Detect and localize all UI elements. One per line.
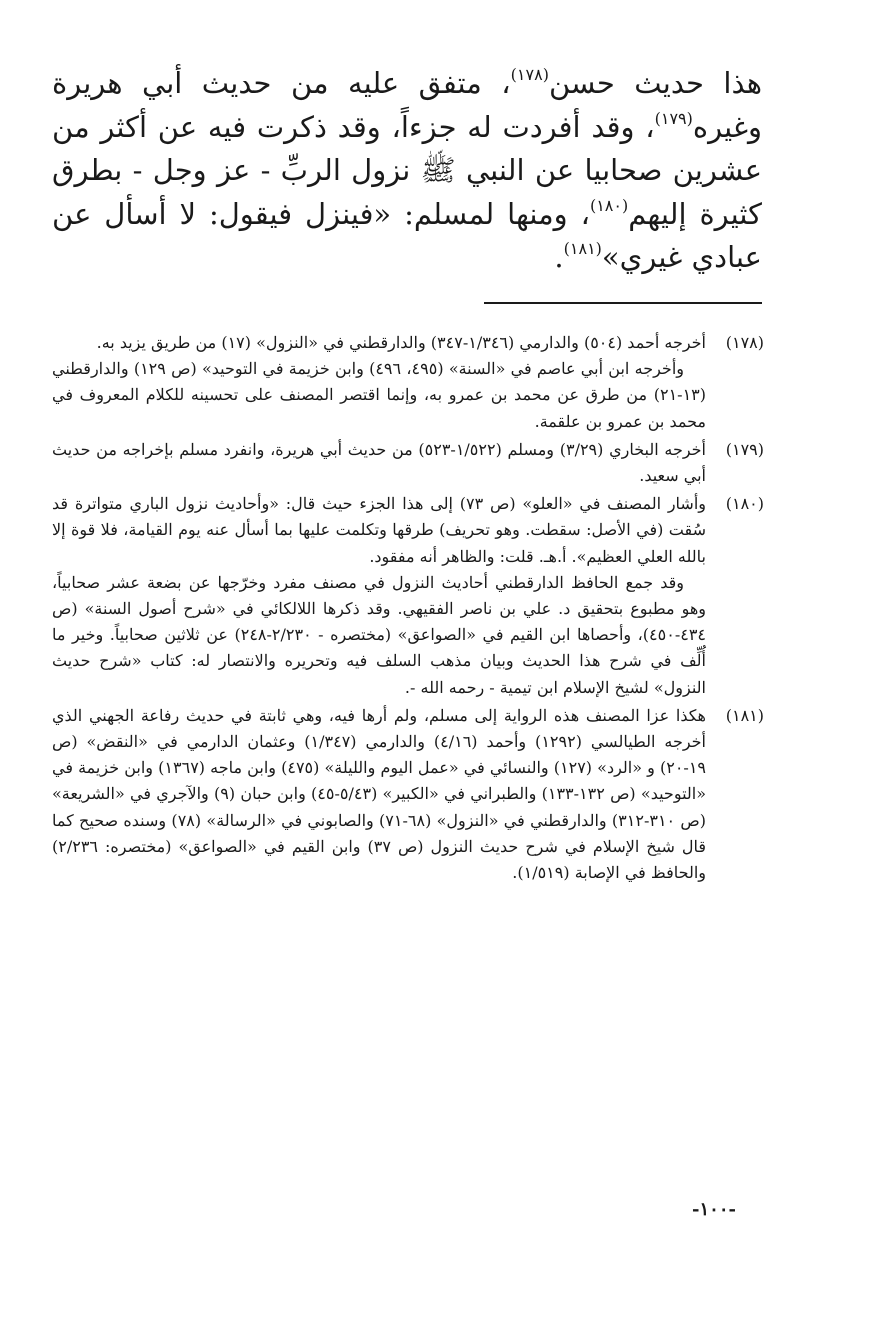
footnote-181 [52, 703, 764, 886]
footnote-ref[interactable]: (١٨١) [563, 239, 602, 258]
footnote-body [52, 437, 706, 489]
footnote-ref[interactable]: (١٧٨) [510, 65, 549, 84]
footnote-paragraph: هكذا عزا المصنف هذه الرواية إلى مسلم، ولم أرها فيه، وهي ثابتة في حديث رفاعة الجهني الذي أخرجه الطيالسي (١٢٩٢) وأحمد (٤/١٦) والدارمي (١/٣٤٧) وعثمان الدارمي في «النقض» (ص ١٩-٢٠) و «الرد» (١٢٧) والنسائي في «عمل اليوم والليلة» (٤٧٥) وابن ماجه (١٣٦٧) وابن خزيمة في «التوحيد» (ص ١٣٢-١٣٣) والطبراني في «الكبير» (٥/٤٣-٤٥) وابن حبان (٩) والآجري في «الشريعة» (ص ٣١٠-٣١٢) والدارقطني في «النزول» (٦٨-٧١) والصابوني في «الرسالة» (٧٨) وسنده صحيح كما قال شيخ الإسلام في شرح حديث النزول (ص ٣٧) وابن القيم في «الصواعق» (مختصره: ٢/٢٣٦) والحافظ في الإصابة (١/٥١٩). [52, 705, 707, 883]
footnote-number: (١٧٩) [725, 439, 764, 459]
footnotes-section [52, 330, 764, 888]
page-number: -١٠٠- [692, 1199, 736, 1220]
main-paragraph [52, 62, 762, 280]
footnote-number: (١٨٠) [725, 494, 764, 514]
footnote-ref[interactable]: (١٨٠) [589, 195, 629, 215]
footnote-ref[interactable]: (١٧٩) [654, 108, 693, 128]
footnote-179 [52, 437, 764, 489]
main-text-run: ، وقد أفردت له جزءاً، وقد ذكرت فيه عن أكثر من عشرين صحابيا عن النبي ﷺ نزول الربِّ - عز وجل - بطرق كثيرة إليهم [52, 109, 762, 231]
footnote-paragraph: أخرجه البخاري (٣/٢٩) ومسلم (١/٥٢٢-٥٢٣) من حديث أبي هريرة، وانفرد مسلم بإخراجه من حديث أبي سعيد. [52, 439, 707, 486]
footnote-paragraph: أخرجه أحمد (٥٠٤) والدارمي (١/٣٤٦-٣٤٧) والدارقطني في «النزول» (١٧) من طريق يزيد به. [96, 333, 706, 352]
main-text-run: ، متفق عليه من حديث أبي هريرة وغيره [52, 66, 762, 144]
footnote-separator [484, 302, 762, 304]
main-text-run: هذا حديث حسن [548, 66, 763, 100]
footnote-180 [52, 491, 764, 701]
footnote-paragraph: وأشار المصنف في «العلو» (ص ٧٣) إلى هذا الجزء حيث قال: «وأحاديث نزول الباري متواترة قد سُقت (في الأصل: سقطت. وهو تحريف) طرقها وتكلمت عليها بما أسأل عنه يوم القيامة، فلا قوة إلا بالله العلي العظيم». أ.هـ. قلت: والظاهر أنه مفقود. [52, 494, 707, 566]
footnote-number: (١٧٨) [725, 333, 764, 352]
footnote-body [52, 703, 706, 886]
main-text-run: ، ومنها لمسلم: «فينزل فيقول: لا أسأل عن عبادي غيري» [52, 196, 762, 274]
footnote-paragraph: وقد جمع الحافظ الدارقطني أحاديث النزول في مصنف مفرد وخرّجها عن بضعة عشر صحابياً، وهو مطبوع بتحقيق د. علي بن ناصر الفقيهي. وقد ذكرها اللالكائي في «شرح أصول السنة» (ص ٤٣٤-٤٥٠)، وأحصاها ابن القيم في «الصواعق» (مختصره - ٢/٢٣٠-٢٤٨) عن ثلاثين صحابياً. وخير ما أُلِّف في شرح هذا الحديث وبيان مذهب السلف فيه وتحريره والانتصار له: كتاب «شرح حديث النزول» لشيخ الإسلام ابن تيمية - رحمه الله -. [52, 572, 707, 697]
footnote-178 [52, 330, 764, 435]
footnote-body [52, 330, 706, 435]
footnote-paragraph: وأخرجه ابن أبي عاصم في «السنة» (٤٩٥، ٤٩٦) وابن خزيمة في التوحيد» (ص ١٢٩) والدارقطني (١٣-٢١) من طرق عن محمد بن عمرو به، وإنما اقتصر المصنف على تحسينه للكلام المعروف في محمد بن عمرو بن علقمة. [52, 359, 706, 431]
footnote-number: (١٨١) [725, 705, 764, 725]
footnote-body [52, 491, 706, 701]
main-text-run: . [554, 240, 564, 274]
main-text-block [52, 62, 762, 280]
